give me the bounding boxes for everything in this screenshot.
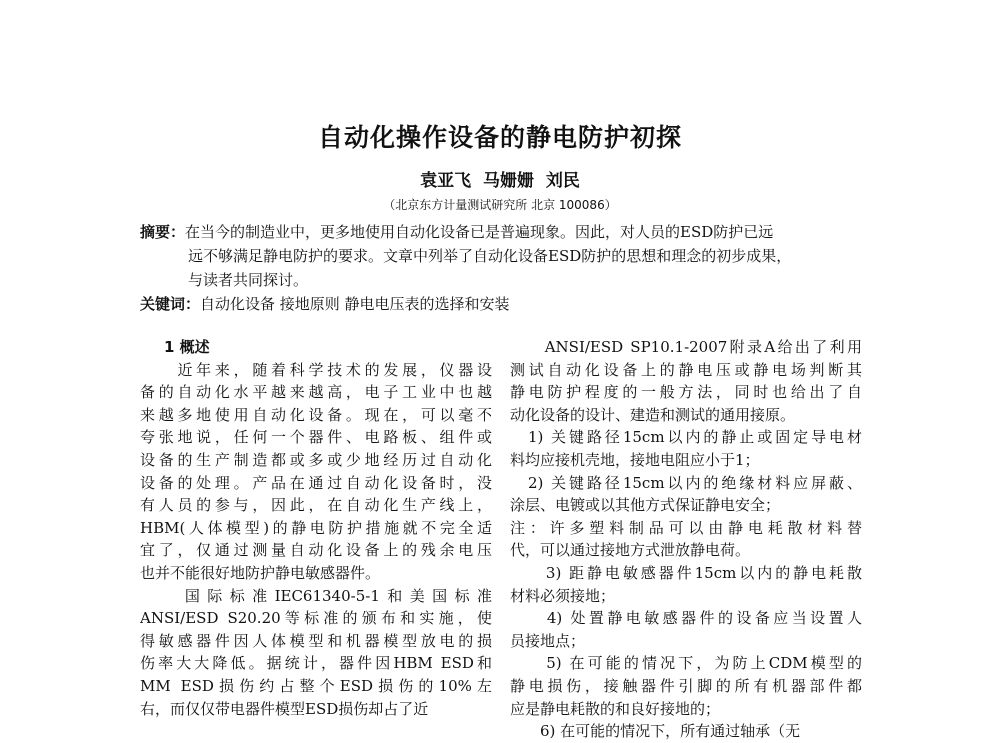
text-line: 有人员的参与，因此，在自动化生产线上， bbox=[140, 496, 492, 515]
text-line: 6) 在可能的情况下，所有通过轴承（无 bbox=[510, 722, 801, 741]
left-column-body bbox=[140, 359, 492, 721]
text-line: 设备的处理。产品在通过自动化设备时，没 bbox=[140, 473, 492, 492]
abstract-label: 摘要： bbox=[140, 223, 186, 241]
text-line: 近年来，随着科学技术的发展，仪器设 bbox=[140, 360, 492, 379]
text-line: 应是静电耗散的和良好接地的； bbox=[510, 699, 721, 718]
text-line: 5) 在可能的情况下，为防上CDM模型的 bbox=[510, 654, 862, 673]
text-line: 来越多地使用自动化设备。现在，可以毫不 bbox=[140, 405, 492, 424]
text-line: 4) 处置静电敏感器件的设备应当设置人 bbox=[510, 609, 862, 628]
text-line: 夸张地说，任何一个器件、电路板、组件或 bbox=[140, 428, 492, 447]
right-column-body bbox=[510, 336, 862, 743]
abstract-line-1 bbox=[140, 220, 862, 244]
text-line: 材料必须接地； bbox=[510, 586, 616, 605]
text-line: 注：许多塑料制品可以由静电耗散材料替 bbox=[510, 518, 862, 537]
abstract bbox=[140, 220, 862, 292]
text-line: 料均应接机壳地，接地电阻应小于1； bbox=[510, 450, 760, 469]
abstract-text-1: 在当今的制造业中，更多地使用自动化设备已是普遍现象。因此，对人员的ESD防护已远 bbox=[185, 223, 774, 241]
text-line: 2) 关键路径15cm以内的绝缘材料应屏蔽、 bbox=[510, 473, 862, 492]
text-line: 也并不能很好地防护静电敏感器件。 bbox=[140, 563, 381, 582]
text-line: HBM(人体模型)的静电防护措施就不完全适 bbox=[140, 518, 492, 537]
text-line: 动化设备的设计、建造和测试的通用接原。 bbox=[510, 405, 796, 424]
text-line: 伤率大大降低。据统计，器件因HBM ESD和 bbox=[140, 654, 492, 673]
paper-title: 自动化操作设备的静电防护初探 bbox=[317, 123, 682, 152]
text-line: 3) 距静电敏感器件15cm以内的静电耗散 bbox=[510, 563, 862, 582]
text-line: 涂层、电镀或以其他方式保证静电安全； bbox=[510, 496, 781, 515]
section-heading: 1 概述 bbox=[164, 338, 210, 356]
text-line: 测试自动化设备上的静电压或静电场判断其 bbox=[510, 360, 862, 379]
abstract-line-2: 远不够满足静电防护的要求。文章中列举了自动化设备ESD防护的思想和理念的初步成果， bbox=[188, 247, 792, 265]
text-line: ANSI/ESD S20.20等标准的颁布和实施，使 bbox=[140, 609, 492, 628]
paper-authors: 袁亚飞 马姗姗 刘民 bbox=[420, 171, 580, 191]
left-column bbox=[140, 336, 492, 720]
text-line: ANSI/ESD SP10.1-2007附录A给出了利用 bbox=[510, 338, 862, 356]
text-line: 静电防护程度的一般方法，同时也给出了自 bbox=[510, 383, 862, 402]
text-line: 宜了，仅通过测量自动化设备上的残余电压 bbox=[140, 541, 492, 560]
text-line: 代，可以通过接地方式泄放静电荷。 bbox=[510, 541, 751, 560]
text-line: 设备的生产制造都或多或少地经历过自动化 bbox=[140, 450, 492, 469]
paper-affiliation: （北京东方计量测试研究所 北京 100086） bbox=[383, 198, 617, 212]
text-line: 国际标准IEC61340-5-1和美国标准 bbox=[140, 586, 492, 605]
keywords-label: 关键词： bbox=[140, 295, 201, 313]
text-line: 1) 关键路径15cm以内的静止或固定导电材 bbox=[510, 428, 862, 447]
keywords-text: 自动化设备 接地原则 静电电压表的选择和安装 bbox=[200, 295, 510, 313]
right-column bbox=[510, 336, 862, 743]
text-line: 得敏感器件因人体模型和机器模型放电的损 bbox=[140, 631, 492, 650]
text-line: 静电损伤，接触器件引脚的所有机器部件都 bbox=[510, 676, 862, 695]
abstract-line-3: 与读者共同探讨。 bbox=[188, 271, 309, 289]
text-line: 右，而仅仅带电器件模型ESD损伤却占了近 bbox=[140, 699, 429, 718]
text-line: 备的自动化水平越来越高，电子工业中也越 bbox=[140, 383, 492, 402]
text-line: 员接地点； bbox=[510, 631, 586, 650]
text-line: MM ESD损伤约占整个ESD损伤的10%左 bbox=[140, 676, 492, 695]
keywords bbox=[140, 294, 862, 314]
